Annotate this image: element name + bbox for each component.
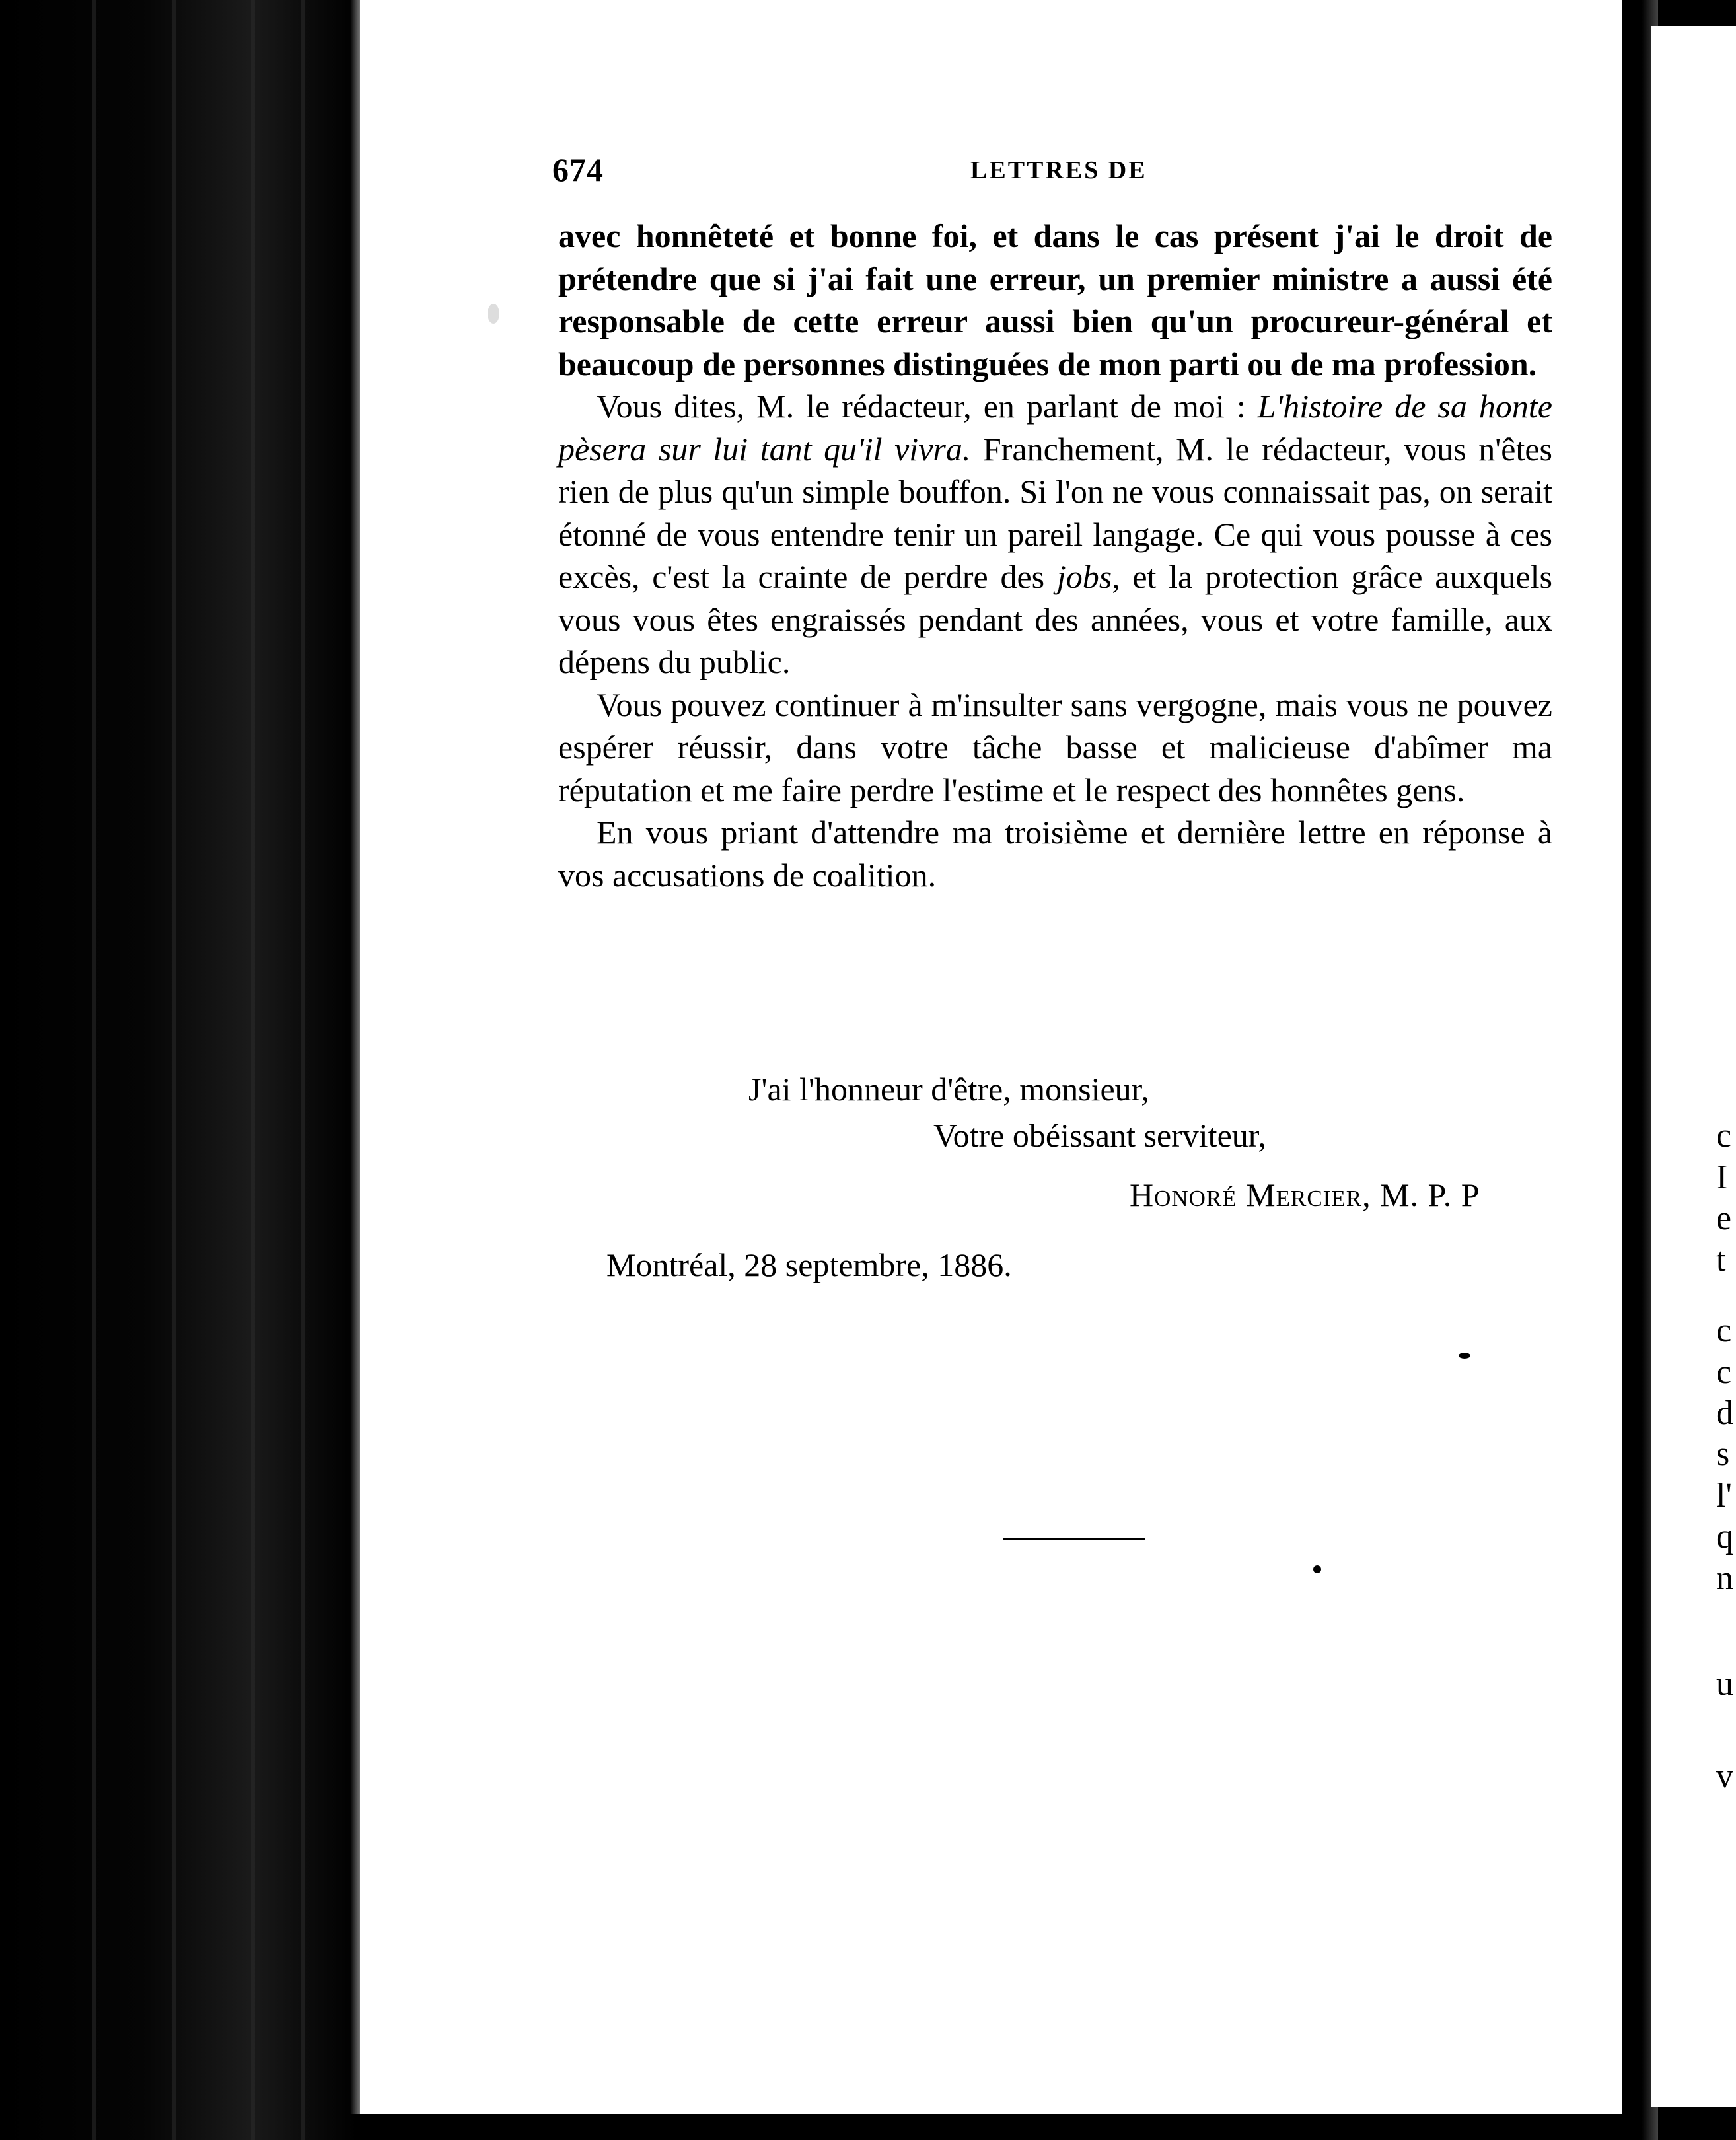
facing-page-fragment: e <box>1716 1199 1732 1237</box>
page-header <box>552 151 1550 197</box>
text-run: , et la protection grâce auxquels vous vous êtes engraissés pendant des années, vous et votre famille, aux dépens du public. <box>558 558 1552 680</box>
text-run: Vous dites, M. le rédacteur, en parlant de moi : <box>597 388 1258 425</box>
end-rule <box>1003 1538 1145 1540</box>
paragraph <box>558 385 1552 684</box>
dateline: Montréal, 28 septembre, 1886. <box>606 1246 1012 1283</box>
text-run: Franchement, M. le rédacteur, vous n'êtes rien de plus qu'un simple bouffon. Si l'on ne vous connaissait pas, on serait étonné de vous entendre tenir un pareil langage. Ce qui vous pousse à ces excès, c'est la crainte de perdre des <box>558 430 1552 595</box>
paragraph: Vous pouvez continuer à m'insulter sans vergogne, mais vous ne pouvez espérer réussir, dans votre tâche basse et malicieuse d'abîmer ma réputation et me faire perdre l'estime et le respect des honnêtes gens. <box>558 686 1552 808</box>
closing-complimentary: Votre obéissant serviteur, <box>933 1117 1266 1154</box>
facing-page-fragment: n <box>1716 1559 1733 1597</box>
italic-word: jobs <box>1056 558 1112 595</box>
binding-streak <box>251 0 255 2140</box>
facing-page-fragment: l' <box>1716 1477 1732 1515</box>
ink-speck <box>1313 1565 1321 1573</box>
facing-page-fragment: c <box>1716 1117 1732 1155</box>
facing-page-fragment: q <box>1716 1518 1733 1555</box>
ink-speck <box>1459 1353 1470 1359</box>
paragraph: avec honnêteté et bonne foi, et dans le cas présent j'ai le droit de prétendre que si j'ai fait une erreur, un premier ministre a aussi été responsable de cette erreur aussi bien qu'un procureur-général et beaucoup de personnes distinguées de mon parti ou de ma profession. <box>558 217 1552 382</box>
facing-page-fragment: u <box>1716 1665 1733 1703</box>
facing-page-fragment: v <box>1716 1758 1733 1795</box>
letter-body <box>558 215 1552 896</box>
page-number: 674 <box>552 151 604 188</box>
facing-page-fragment: c <box>1716 1353 1732 1391</box>
binding-streak <box>92 0 96 2140</box>
closing-salutation: J'ai l'honneur d'être, monsieur, <box>748 1071 1149 1108</box>
binding-streak <box>301 0 305 2140</box>
scan-speck <box>488 304 499 324</box>
facing-page-fragment: I <box>1716 1159 1728 1196</box>
signature: Honoré Mercier, M. P. P <box>1130 1176 1480 1213</box>
binding-streak <box>172 0 176 2140</box>
paragraph: En vous priant d'attendre ma troisième et dernière lettre en réponse à vos accusations de coalition. <box>558 814 1552 894</box>
italic-quote: L'histoire de sa honte pèsera sur lui tant qu'il vivra. <box>558 388 1553 468</box>
facing-page-fragment: d <box>1716 1394 1733 1432</box>
facing-page-fragment: t <box>1716 1241 1726 1279</box>
facing-page-fragment: c <box>1716 1312 1732 1349</box>
facing-page-fragment: s <box>1716 1435 1730 1473</box>
running-head: LETTRES DE <box>970 157 1147 184</box>
